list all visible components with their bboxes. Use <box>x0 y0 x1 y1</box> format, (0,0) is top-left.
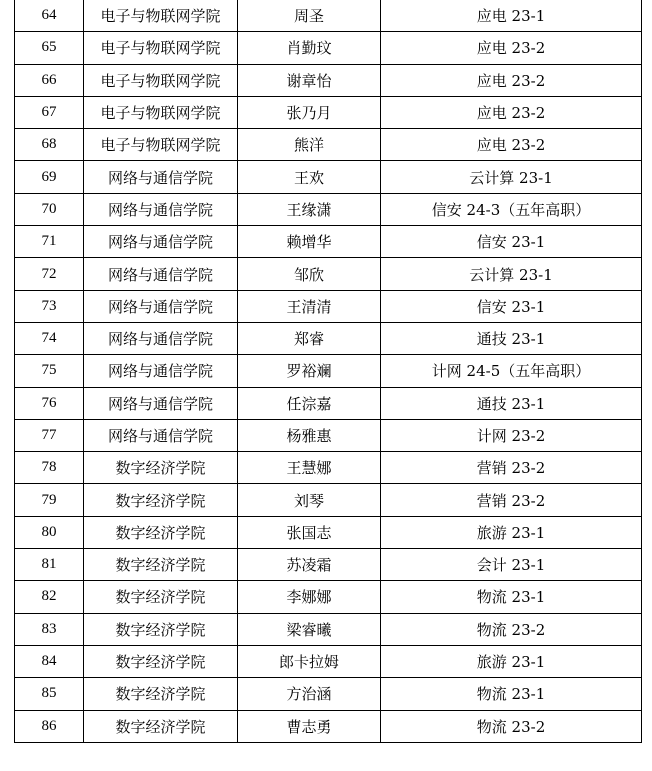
table-row <box>15 581 642 613</box>
table-row <box>15 193 642 225</box>
student-name-cell: 王欢 <box>238 161 381 193</box>
class-cell: 信安 23-1 <box>381 226 642 258</box>
student-name-cell: 梁睿曦 <box>238 613 381 645</box>
class-cell: 会计 23-1 <box>381 549 642 581</box>
student-name-cell: 张国志 <box>238 516 381 548</box>
table-row <box>15 452 642 484</box>
college-cell: 数字经济学院 <box>84 678 238 710</box>
student-name-cell: 杨雅惠 <box>238 419 381 451</box>
college-cell: 数字经济学院 <box>84 516 238 548</box>
row-number: 67 <box>15 96 84 128</box>
table-row <box>15 387 642 419</box>
student-name-cell: 肖勤玟 <box>238 32 381 64</box>
row-number: 83 <box>15 613 84 645</box>
college-cell: 电子与物联网学院 <box>84 96 238 128</box>
row-number: 64 <box>15 0 84 32</box>
class-cell: 通技 23-1 <box>381 322 642 354</box>
row-number: 82 <box>15 581 84 613</box>
class-cell: 应电 23-2 <box>381 96 642 128</box>
row-number: 78 <box>15 452 84 484</box>
table-row <box>15 322 642 354</box>
row-number: 75 <box>15 355 84 387</box>
student-name-cell: 郎卡拉姆 <box>238 645 381 677</box>
table-row <box>15 355 642 387</box>
class-cell: 云计算 23-1 <box>381 258 642 290</box>
class-cell: 物流 23-1 <box>381 581 642 613</box>
class-cell: 物流 23-2 <box>381 613 642 645</box>
class-cell: 营销 23-2 <box>381 484 642 516</box>
student-name-cell: 苏凌霜 <box>238 549 381 581</box>
row-number: 72 <box>15 258 84 290</box>
college-cell: 数字经济学院 <box>84 710 238 742</box>
table-row <box>15 419 642 451</box>
student-name-cell: 王清清 <box>238 290 381 322</box>
college-cell: 网络与通信学院 <box>84 193 238 225</box>
table-row <box>15 484 642 516</box>
college-cell: 数字经济学院 <box>84 613 238 645</box>
college-cell: 网络与通信学院 <box>84 387 238 419</box>
college-cell: 电子与物联网学院 <box>84 32 238 64</box>
student-name-cell: 刘琴 <box>238 484 381 516</box>
table-row <box>15 129 642 161</box>
row-number: 79 <box>15 484 84 516</box>
class-cell: 物流 23-1 <box>381 678 642 710</box>
table-row <box>15 32 642 64</box>
student-name-cell: 邹欣 <box>238 258 381 290</box>
table-row <box>15 710 642 742</box>
class-cell: 营销 23-2 <box>381 452 642 484</box>
row-number: 65 <box>15 32 84 64</box>
table-row <box>15 645 642 677</box>
college-cell: 网络与通信学院 <box>84 290 238 322</box>
row-number: 73 <box>15 290 84 322</box>
student-name-cell: 方治涵 <box>238 678 381 710</box>
row-number: 76 <box>15 387 84 419</box>
table-row <box>15 613 642 645</box>
row-number: 74 <box>15 322 84 354</box>
student-name-cell: 熊洋 <box>238 129 381 161</box>
student-name-cell: 曹志勇 <box>238 710 381 742</box>
row-number: 84 <box>15 645 84 677</box>
row-number: 70 <box>15 193 84 225</box>
student-name-cell: 周圣 <box>238 0 381 32</box>
class-cell: 应电 23-2 <box>381 129 642 161</box>
row-number: 68 <box>15 129 84 161</box>
table-row <box>15 161 642 193</box>
class-cell: 应电 23-2 <box>381 64 642 96</box>
college-cell: 电子与物联网学院 <box>84 0 238 32</box>
class-cell: 信安 23-1 <box>381 290 642 322</box>
row-number: 77 <box>15 419 84 451</box>
class-cell: 旅游 23-1 <box>381 645 642 677</box>
college-cell: 数字经济学院 <box>84 645 238 677</box>
college-cell: 电子与物联网学院 <box>84 129 238 161</box>
class-cell: 物流 23-2 <box>381 710 642 742</box>
student-name-cell: 张乃月 <box>238 96 381 128</box>
college-cell: 电子与物联网学院 <box>84 64 238 96</box>
table-row <box>15 516 642 548</box>
row-number: 81 <box>15 549 84 581</box>
class-cell: 通技 23-1 <box>381 387 642 419</box>
row-number: 66 <box>15 64 84 96</box>
student-name-cell: 赖增华 <box>238 226 381 258</box>
college-cell: 数字经济学院 <box>84 484 238 516</box>
college-cell: 网络与通信学院 <box>84 226 238 258</box>
college-cell: 网络与通信学院 <box>84 322 238 354</box>
student-name-cell: 罗裕斓 <box>238 355 381 387</box>
student-name-cell: 王慧娜 <box>238 452 381 484</box>
class-cell: 计网 23-2 <box>381 419 642 451</box>
college-cell: 数字经济学院 <box>84 581 238 613</box>
table-row <box>15 0 642 32</box>
college-cell: 数字经济学院 <box>84 549 238 581</box>
roster-body <box>15 0 642 742</box>
student-name-cell: 李娜娜 <box>238 581 381 613</box>
row-number: 86 <box>15 710 84 742</box>
class-cell: 云计算 23-1 <box>381 161 642 193</box>
college-cell: 网络与通信学院 <box>84 258 238 290</box>
student-name-cell: 郑睿 <box>238 322 381 354</box>
student-name-cell: 任淙嘉 <box>238 387 381 419</box>
student-name-cell: 谢章怡 <box>238 64 381 96</box>
college-cell: 数字经济学院 <box>84 452 238 484</box>
table-row <box>15 290 642 322</box>
row-number: 85 <box>15 678 84 710</box>
class-cell: 计网 24-5（五年高职） <box>381 355 642 387</box>
class-cell: 应电 23-1 <box>381 0 642 32</box>
row-number: 71 <box>15 226 84 258</box>
table-row <box>15 226 642 258</box>
class-cell: 旅游 23-1 <box>381 516 642 548</box>
table-row <box>15 678 642 710</box>
row-number: 80 <box>15 516 84 548</box>
roster-table <box>14 0 642 743</box>
college-cell: 网络与通信学院 <box>84 161 238 193</box>
college-cell: 网络与通信学院 <box>84 355 238 387</box>
row-number: 69 <box>15 161 84 193</box>
table-row <box>15 258 642 290</box>
class-cell: 信安 24-3（五年高职） <box>381 193 642 225</box>
table-row <box>15 549 642 581</box>
table-row <box>15 64 642 96</box>
student-name-cell: 王缘潇 <box>238 193 381 225</box>
college-cell: 网络与通信学院 <box>84 419 238 451</box>
class-cell: 应电 23-2 <box>381 32 642 64</box>
table-row <box>15 96 642 128</box>
